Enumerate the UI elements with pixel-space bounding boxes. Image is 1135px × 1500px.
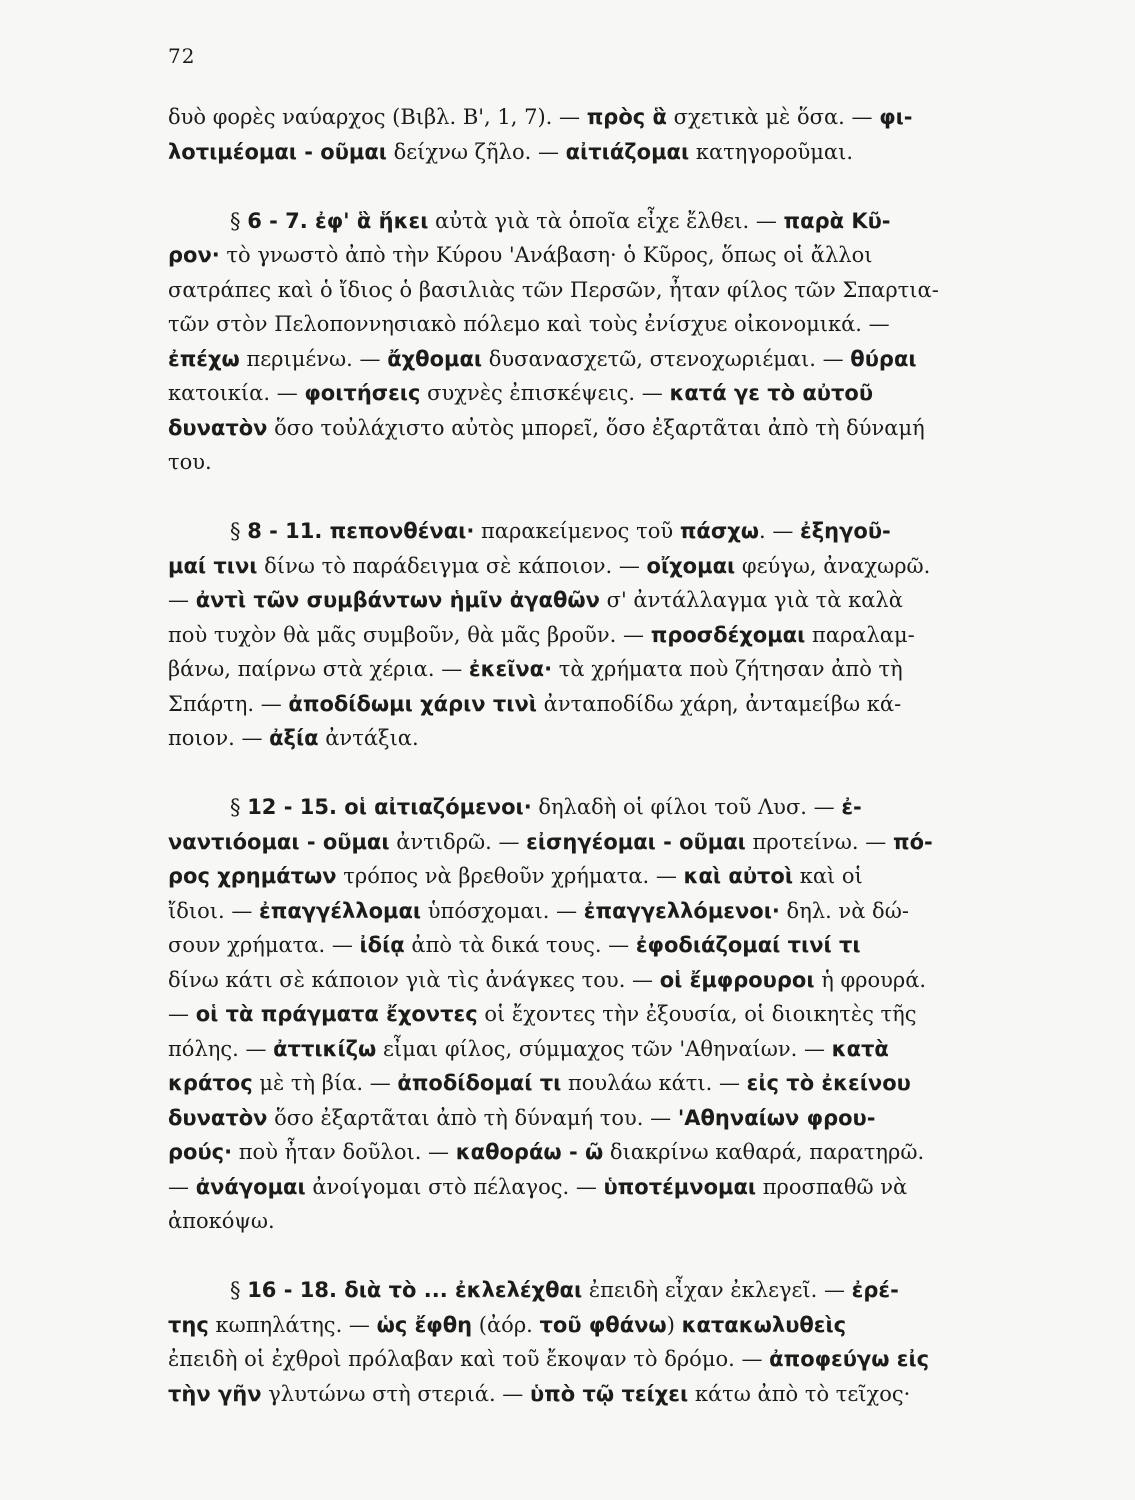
text-line [168,1170,1038,1205]
term-bold: φοιτήσεις [304,381,421,405]
text-run: πόλης. — [168,1036,274,1061]
text-run: (ἀόρ. [472,1312,540,1337]
text-line [168,1308,1038,1343]
text-line [168,307,1038,342]
term-bold: κατά γε τὸ αὐτοῦ [669,381,874,405]
text-line [168,1135,1038,1170]
term-bold: πό- [892,829,933,854]
term-bold: φι- [879,105,913,129]
text-run: κατοικία. — [168,381,305,405]
text-run: μὲ τὴ βία. — [252,1071,398,1095]
text-run: κατηγοροῦμαι. [689,139,854,164]
text-line [168,825,1038,860]
text-line [168,1342,1038,1377]
paragraph [168,790,1038,1239]
text-run: § [230,795,248,819]
term-bold: κράτος [168,1071,253,1095]
term-bold: δυνατὸν [168,1105,268,1130]
text-run: πουλάω κάτι. — [561,1071,747,1095]
text-run: δείχνω ζῆλο. — [386,139,566,164]
text-run: ποὺ ἦταν δοῦλοι. — [232,1140,456,1164]
text-run: — [168,1174,196,1199]
term-bold: ἀποδίδωμι χάριν τινὶ [288,691,537,716]
term-bold: ἐπαγγέλλομαι [259,898,422,923]
term-bold: ἀξία [269,726,319,750]
term-bold: ἰδίᾳ [359,933,405,957]
text-run: κωπηλάτης. — [208,1312,377,1337]
text-run: σουν χρήματα. — [168,933,360,957]
term-bold: καὶ αὐτοὶ [683,864,794,888]
text-line [168,928,1038,963]
term-bold: της [168,1312,209,1337]
term-bold: ἀποφεύγω εἰς [769,1347,930,1371]
text-run: σατράπες καὶ ὁ ἴδιος ὁ βασιλιὰς τῶν Περσῶν, ἦταν φίλος τῶν Σπαρτια- [168,277,939,302]
text-run: ἡ φρουρά. [814,967,927,992]
text-run: δηλαδὴ οἱ φίλοι τοῦ Λυσ. — [531,795,842,819]
term-bold: ἀνάγομαι [195,1174,306,1199]
term-bold: ὑπὸ τῷ τείχει [529,1381,689,1406]
text-run: του. [168,450,212,474]
text-run: ποὺ τυχὸν θὰ μᾶς συμβοῦν, θὰ μᾶς βροῦν. — [168,622,651,647]
term-bold: 'Αθηναίων φρου- [677,1105,876,1130]
paragraph [168,1273,1038,1411]
text-run: . — [759,519,801,543]
text-line [168,135,1038,170]
term-bold: ἐ- [841,795,862,819]
text-run: ἐπειδὴ οἱ ἐχθροὶ πρόλαβαν καὶ τοῦ ἔκοψαν τὸ δρόμο. — [168,1347,770,1371]
text-line [168,687,1038,722]
text-run: ἐπειδὴ εἶχαν ἐκλεγεῖ. — [582,1278,852,1302]
text-run: εἶμαι φίλος, σύμμαχος τῶν 'Αθηναίων. — [376,1036,832,1061]
text-line [168,618,1038,653]
text-line [168,721,1038,756]
term-bold: ἀττικίζω [273,1036,377,1061]
text-run: ὑπόσχομαι. — [421,898,584,923]
text-run: βάνω, παίρνω στὰ χέρια. — [168,657,469,681]
text-line [168,859,1038,894]
term-bold: προσδέχομαι [650,622,806,647]
text-run: ἀπὸ τὰ δικά τους. — [404,933,636,957]
text-run: Σπάρτη. — [168,691,289,716]
text-run: παρακείμενος τοῦ [474,519,680,543]
text-run: — [168,1002,196,1026]
text-run: § [230,519,248,543]
text-run: ἀνοίγομαι στὸ πέλαγος. — [305,1174,604,1199]
term-bold: ὑποτέμνομαι [603,1174,757,1199]
term-bold: 12 - 15. οἱ αἰτιαζόμενοι· [247,795,532,819]
text-line [168,1032,1038,1067]
text-run: ποιον. — [168,726,270,750]
text-line [168,652,1038,687]
term-bold: οἴχομαι [646,553,736,578]
text-line [168,238,1038,273]
term-bold: εἰσηγέομαι - οῦμαι [526,829,746,854]
text-run: — [168,588,196,612]
term-bold: ἐφοδιάζομαί τινί τι [635,933,861,957]
term-bold: ναντιόομαι - οῦμαι [168,829,390,854]
term-bold: ρος χρημάτων [168,864,337,888]
text-run: προσπαθῶ νὰ [756,1174,908,1199]
term-bold: θύραι [850,346,917,371]
term-bold: δυνατὸν [168,415,268,440]
term-bold: οἱ ἔμφρουροι [659,967,815,992]
text-run: αὐτὰ γιὰ τὰ ὁποῖα εἶχε ἔλθει. — [428,208,784,233]
text-line [168,411,1038,446]
text-line [168,273,1038,308]
term-bold: ρούς· [168,1140,233,1164]
text-run: § [230,1278,248,1302]
paragraph [168,514,1038,756]
term-bold: τοῦ φθάνω [539,1312,667,1337]
text-run: ) [666,1312,682,1337]
term-bold: παρὰ Κῦ- [783,208,891,233]
text-line [168,342,1038,377]
text-line [168,583,1038,618]
text-run: κάτω ἀπὸ τὸ τεῖχος· [688,1381,911,1406]
text-run: διακρίνω καθαρά, παρατηρῶ. [603,1140,925,1164]
term-bold: μαί τινι [168,553,258,578]
text-run: τὸ γνωστὸ ἀπὸ τὴν Κύρου 'Ανάβαση· ὁ Κῦρος, ὅπως οἱ ἄλλοι [219,243,873,267]
text-run: ἀποκόψω. [168,1209,275,1233]
text-run: προτείνω. — [745,829,893,854]
term-bold: πρὸς ἃ [586,105,667,129]
term-bold: τὴν γῆν [168,1381,262,1406]
text-run: παραλαμ- [805,622,915,647]
paragraph [168,100,1038,169]
text-run: τῶν στὸν Πελοποννησιακὸ πόλεμο καὶ τοὺς ἐνίσχυε οἰκονομικά. — [168,312,890,336]
text-run: τὰ χρήματα ποὺ ζήτησαν ἀπὸ τὴ [552,657,903,681]
term-bold: 8 - 11. πεπονθέναι· [247,519,475,543]
term-bold: ὡς ἔφθη [376,1312,473,1337]
text-run: σ' ἀντάλλαγμα γιὰ τὰ καλὰ [599,588,903,612]
term-bold: κατακωλυθεὶς [681,1312,847,1337]
text-run: ἀνταποδίδω χάρη, ἀνταμείβω κά- [536,691,902,716]
term-bold: 16 - 18. διὰ τὸ ... ἐκλελέχθαι [247,1278,583,1302]
term-bold: ἐπαγγελλόμενοι· [583,898,780,923]
text-run: ἀντιδρῶ. — [389,829,527,854]
text-line [168,997,1038,1032]
text-line [168,1101,1038,1136]
text-run: τρόπος νὰ βρεθοῦν χρήματα. — [336,864,684,888]
text-line [168,1066,1038,1101]
text-line [168,1204,1038,1239]
text-run: ἴδιοι. — [168,898,260,923]
text-line [168,376,1038,411]
text-line [168,204,1038,239]
text-run: ὅσο τοὐλάχιστο αὐτὸς μπορεῖ, ὅσο ἐξαρτᾶται ἀπὸ τὴ δύναμή [267,415,925,440]
term-bold: αἰτιάζομαι [565,139,690,164]
text-run: ἀντάξια. [318,726,419,750]
text-run: οἱ ἔχοντες τὴν ἐξουσία, οἱ διοικητὲς τῆς [477,1002,917,1026]
text-run: περιμένω. — [239,346,388,371]
term-bold: πάσχω [679,519,760,543]
term-bold: ἐξηγοῦ- [800,519,891,543]
text-run: φεύγω, ἀναχωρῶ. [735,553,931,578]
text-line [168,100,1038,135]
text-line [168,963,1038,998]
text-line [168,549,1038,584]
text-line [168,1273,1038,1308]
term-bold: ἀποδίδομαί τι [397,1071,562,1095]
term-bold: λοτιμέομαι - οῦμαι [168,139,387,164]
page-text [168,100,1038,1411]
text-run: δηλ. νὰ δώ- [779,898,909,923]
text-run: σχετικὰ μὲ ὅσα. — [666,105,880,129]
term-bold: εἰς τὸ ἐκείνου [746,1071,911,1095]
text-run: καὶ οἱ [793,864,863,888]
term-bold: ρον· [168,243,220,267]
text-line [168,790,1038,825]
text-run: δίνω κάτι σὲ κάποιον γιὰ τὶς ἀνάγκες του. — [168,967,660,992]
term-bold: οἱ τὰ πράγματα ἔχοντες [195,1002,478,1026]
text-line [168,514,1038,549]
paragraph [168,204,1038,480]
term-bold: καθοράω - ῶ [455,1140,604,1164]
text-line [168,894,1038,929]
text-run: δυὸ φορὲς ναύαρχος (Βιβλ. Β', 1, 7). — [168,105,587,129]
text-line [168,445,1038,480]
page-number: 72 [168,44,196,68]
term-bold: ἐκεῖνα· [468,657,553,681]
term-bold: κατὰ [831,1036,889,1061]
text-run: συχνὲς ἐπισκέψεις. — [420,381,670,405]
term-bold: ἐπέχω [168,346,240,371]
text-run: ὅσο ἐξαρτᾶται ἀπὸ τὴ δύναμή του. — [267,1105,678,1130]
term-bold: ἐρέ- [851,1278,899,1302]
term-bold: ἀντὶ τῶν συμβάντων ἡμῖν ἀγαθῶν [195,588,600,612]
term-bold: 6 - 7. ἐφ' ἃ ἥκει [247,208,429,233]
term-bold: ἄχθομαι [387,346,483,371]
text-line [168,1377,1038,1412]
text-run: γλυτώνω στὴ στεριά. — [261,1381,530,1406]
text-run: δυσανασχετῶ, στενοχωριέμαι. — [482,346,851,371]
text-run: § [230,208,248,233]
text-run: δίνω τὸ παράδειγμα σὲ κάποιον. — [257,553,647,578]
